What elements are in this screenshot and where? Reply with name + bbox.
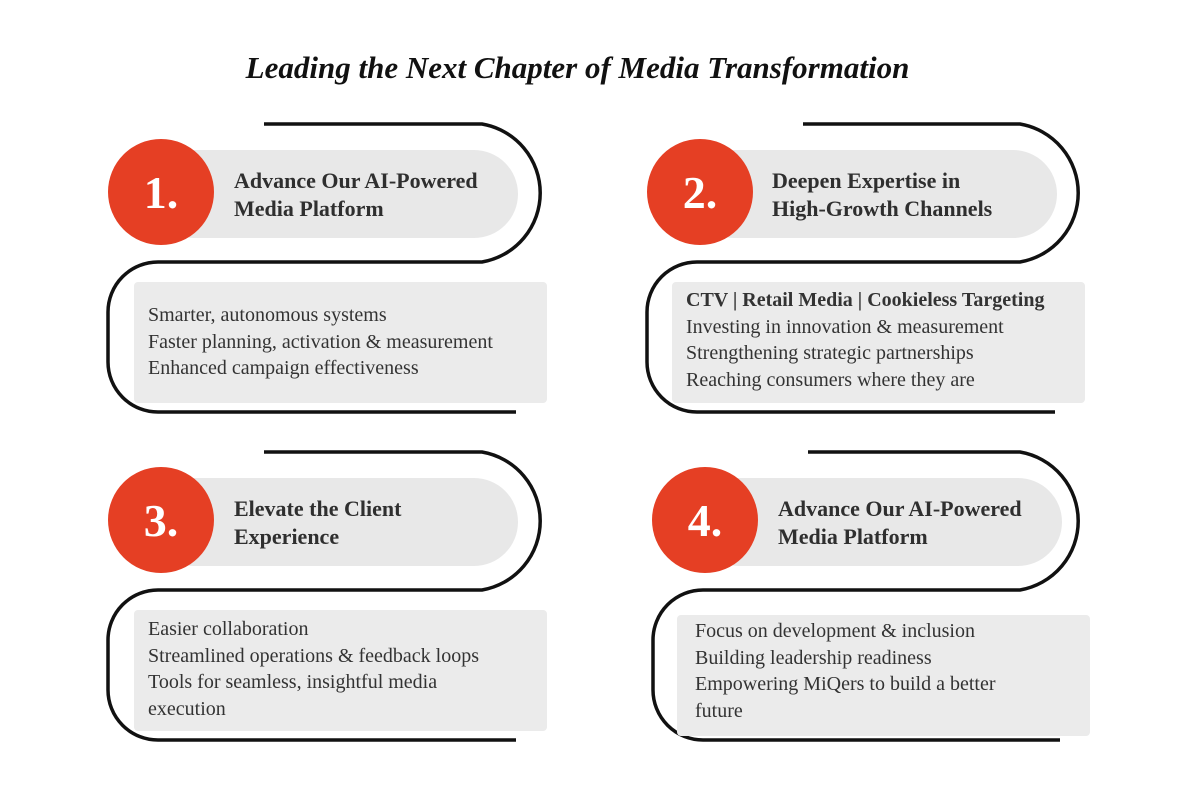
- card-4-number-badge: [652, 467, 758, 573]
- card-3-number-badge: [108, 467, 214, 573]
- card-3-number: 3.: [143, 494, 179, 546]
- card-4-detail-4: future: [695, 699, 743, 722]
- card-3-detail-2: Streamlined operations & feedback loops: [148, 644, 480, 667]
- card-1-heading-line-1: Advance Our AI-Powered: [234, 168, 478, 193]
- card-4-number: 4.: [687, 494, 723, 546]
- card-4-heading: [778, 495, 1078, 551]
- card-3-heading: [234, 495, 534, 551]
- card-2-number: 2.: [682, 166, 718, 218]
- card-2-heading-line-1: Deepen Expertise in: [772, 168, 961, 193]
- card-3-heading-line-2: Experience: [234, 524, 340, 549]
- card-4-detail-1: Focus on development & inclusion: [695, 620, 975, 642]
- card-2-number-badge: [647, 139, 753, 245]
- card-1-heading: [234, 167, 534, 223]
- card-4-heading-line-1: Advance Our AI-Powered: [778, 496, 1022, 521]
- card-2-highlight: CTV | Retail Media | Cookieless Targeting: [686, 289, 1045, 311]
- card-3-detail-3: Tools for seamless, insightful media: [148, 671, 438, 693]
- card-2-detail-2: Strengthening strategic partnerships: [686, 342, 974, 364]
- card-4-details: [677, 615, 1090, 736]
- card-1-number: 1.: [143, 166, 179, 218]
- card-2-heading: [772, 167, 1072, 223]
- card-2-detail-3: Reaching consumers where they are: [686, 368, 975, 391]
- card-3-heading-line-1: Elevate the Client: [234, 496, 402, 521]
- card-3-details: [134, 610, 547, 731]
- card-1-heading-line-2: Media Platform: [234, 196, 384, 221]
- page-title: Leading the Next Chapter of Media Transformation: [245, 50, 910, 85]
- card-3-detail-1: Easier collaboration: [148, 618, 309, 640]
- card-2-detail-1: Investing in innovation & measurement: [686, 315, 1004, 338]
- card-4-heading-line-2: Media Platform: [778, 524, 928, 549]
- card-4-detail-3: Empowering MiQers to build a better: [695, 673, 996, 695]
- card-1-detail-2: Faster planning, activation & measurement: [148, 330, 493, 353]
- card-1-detail-1: Smarter, autonomous systems: [148, 304, 387, 326]
- card-1-number-badge: [108, 139, 214, 245]
- card-3-detail-4: execution: [148, 697, 226, 720]
- card-1-details: [134, 282, 547, 403]
- card-1-detail-3: Enhanced campaign effectiveness: [148, 357, 419, 379]
- card-2-heading-line-2: High-Growth Channels: [772, 196, 993, 221]
- card-4-detail-2: Building leadership readiness: [695, 646, 932, 669]
- card-2-details: [672, 282, 1085, 403]
